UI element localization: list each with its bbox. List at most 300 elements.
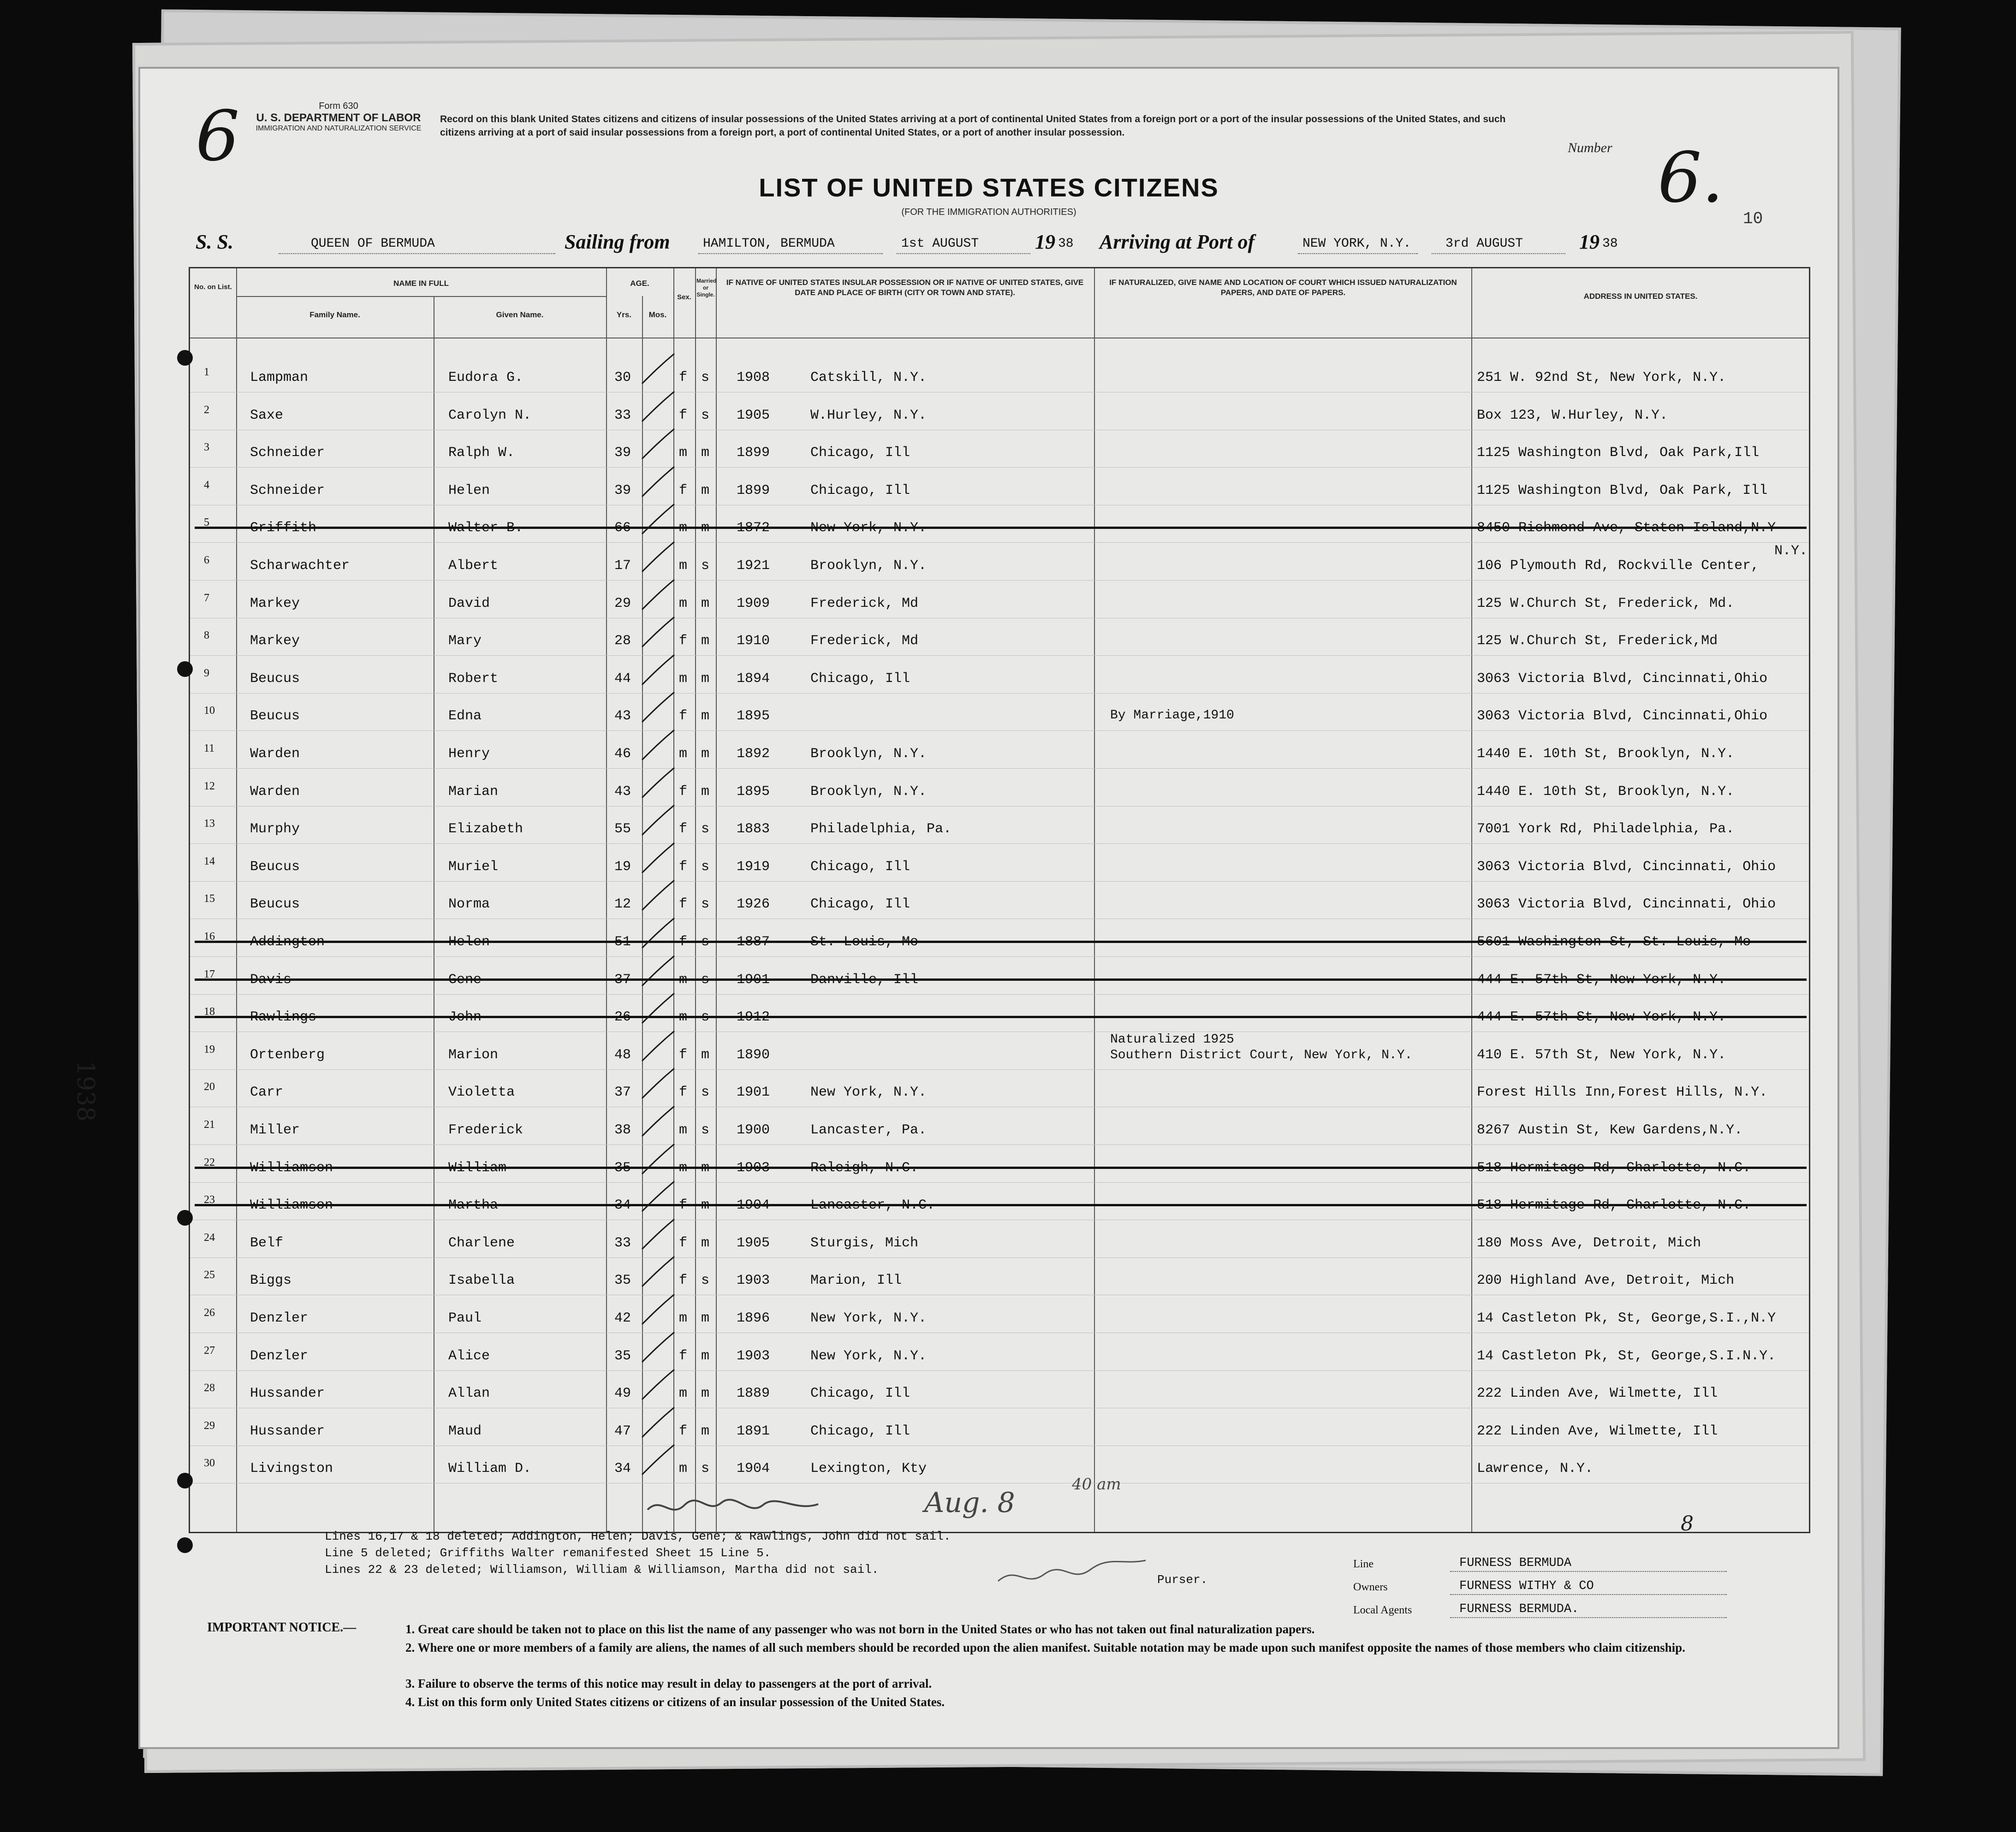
row-rule <box>190 467 1809 468</box>
row-number: 5 <box>204 516 209 529</box>
row-number: 10 <box>204 705 215 717</box>
family-name: Hussander <box>250 1386 325 1402</box>
age-years: 37 <box>614 1085 631 1101</box>
inspector-signature <box>643 1491 837 1524</box>
birth-place: St. Louis, Mo <box>810 934 919 950</box>
birth-year: 1896 <box>737 1310 770 1326</box>
check-mark <box>637 916 679 953</box>
family-name: Schneider <box>250 445 325 461</box>
birth-place: New York, N.Y. <box>810 1085 927 1101</box>
page-subtitle: (FOR THE IMMIGRATION AUTHORITIES) <box>901 207 1076 217</box>
age-years: 34 <box>614 1461 631 1477</box>
row-number: 1 <box>204 366 209 378</box>
table-row <box>190 694 1809 732</box>
arriving-label: Arriving at Port of <box>1100 231 1255 253</box>
sex: m <box>679 1386 688 1402</box>
family-name: Carr <box>250 1085 284 1101</box>
table-row <box>190 1071 1809 1108</box>
row-number: 11 <box>204 742 215 754</box>
family-name: Williamson <box>250 1198 333 1214</box>
birth-year: 1903 <box>737 1273 770 1289</box>
table-row <box>190 1410 1809 1447</box>
notice-item: 1. Great care should be taken not to place on this list the name of any passenger who was not born in the United States or who has not taken out final naturalization papers. <box>405 1622 1315 1636</box>
table-row <box>190 1447 1809 1484</box>
marital-status: m <box>701 1235 710 1251</box>
marital-status: m <box>701 1386 710 1402</box>
given-name: Martha <box>448 1198 499 1214</box>
birth-year: 1909 <box>737 595 770 611</box>
us-address: 200 Highland Ave, Detroit, Mich <box>1477 1273 1735 1289</box>
passenger-table <box>189 267 1810 1533</box>
birth-place: Chicago, Ill <box>810 859 910 875</box>
check-mark <box>637 1292 679 1329</box>
header-subrule <box>236 296 606 297</box>
given-name: Frederick <box>448 1122 523 1138</box>
table-row <box>190 394 1809 431</box>
marital-status: m <box>701 633 710 649</box>
check-mark <box>637 878 679 915</box>
arrival-year: 38 <box>1602 237 1618 251</box>
marital-status: m <box>701 670 710 687</box>
owners-label: Owners <box>1353 1581 1388 1593</box>
family-name: Scharwachter <box>250 558 350 574</box>
header-address: ADDRESS IN UNITED STATES. <box>1583 292 1698 301</box>
age-years: 12 <box>614 896 631 913</box>
row-rule <box>190 843 1809 844</box>
check-mark <box>637 1104 679 1141</box>
age-years: 66 <box>614 520 631 536</box>
row-number: 13 <box>204 818 215 830</box>
row-rule <box>190 542 1809 543</box>
us-address: 5601 Washington St, St. Louis, Mo <box>1477 934 1751 950</box>
row-number: 26 <box>204 1307 215 1319</box>
birth-place: Philadelphia, Pa. <box>810 821 952 837</box>
table-row <box>190 883 1809 920</box>
arrival-year-prefix: 19 <box>1579 231 1600 253</box>
address-continuation: N.Y. <box>1774 543 1808 559</box>
table-row <box>190 1109 1809 1146</box>
header-name-in-full: NAME IN FULL <box>393 279 449 288</box>
deletion-strike-line <box>195 527 1807 529</box>
header-age: AGE. <box>630 279 649 288</box>
line-underline <box>1450 1571 1727 1572</box>
row-number: 22 <box>204 1156 215 1168</box>
line-value: FURNESS BERMUDA <box>1459 1556 1572 1570</box>
sex: m <box>679 1122 688 1138</box>
table-row <box>190 657 1809 694</box>
check-mark <box>637 954 679 990</box>
footer-owners <box>1353 1577 1768 1598</box>
department-name: U. S. DEPARTMENT OF LABOR <box>256 112 421 124</box>
sex: m <box>679 1160 688 1176</box>
form-identification <box>219 101 458 133</box>
table-row <box>190 1146 1809 1184</box>
note-line: Lines 16,17 & 18 deleted; Addington, Helen; Davis, Gene; & Rawlings, John did not sail. <box>325 1530 951 1543</box>
age-years: 38 <box>614 1122 631 1138</box>
sex: f <box>679 633 688 649</box>
given-name: John <box>448 1009 482 1026</box>
row-number: 17 <box>204 968 215 980</box>
given-name: Alice <box>448 1348 490 1364</box>
date-underline <box>897 253 1030 254</box>
birth-place: Chicago, Ill <box>810 445 910 461</box>
age-years: 43 <box>614 708 631 724</box>
birth-place: Chicago, Ill <box>810 670 910 687</box>
table-row <box>190 920 1809 958</box>
inspector-signature-scrawl <box>643 1491 837 1524</box>
check-mark <box>637 690 679 727</box>
manifest-sheet <box>138 67 1839 1749</box>
row-number: 21 <box>204 1119 215 1131</box>
marital-status: s <box>701 1273 710 1289</box>
sex: f <box>679 896 688 913</box>
row-number: 8 <box>204 629 209 642</box>
age-years: 30 <box>614 370 631 385</box>
birth-place: Frederick, Md <box>810 633 919 649</box>
given-name: Carolyn N. <box>448 407 532 423</box>
number-label: Number <box>1568 140 1612 155</box>
sailing-label: Sailing from <box>565 231 670 253</box>
given-name: William <box>448 1160 507 1176</box>
given-name: Eudora G. <box>448 370 523 385</box>
bottom-handwritten-number: 8 <box>1681 1512 1694 1536</box>
family-name: Griffith <box>250 520 317 536</box>
port-underline <box>698 253 883 254</box>
table-row <box>190 582 1809 619</box>
row-number: 16 <box>204 931 215 943</box>
birth-year: 1895 <box>737 708 770 724</box>
birth-year: 1899 <box>737 445 770 461</box>
us-address: 3063 Victoria Blvd, Cincinnati,Ohio <box>1477 670 1768 687</box>
us-address: 8267 Austin St, Kew Gardens,N.Y. <box>1477 1122 1743 1138</box>
marital-status: m <box>701 520 710 536</box>
family-name: Lampman <box>250 370 309 385</box>
us-address: 251 W. 92nd St, New York, N.Y. <box>1477 370 1726 385</box>
header-birth: IF NATIVE OF UNITED STATES INSULAR POSSESSION OR IF NATIVE OF UNITED STATES, GIVE DATE AND PLACE OF BIRTH (CITY OR TOWN AND STATE). <box>726 278 1084 297</box>
given-name: Helen <box>448 482 490 498</box>
family-name: Belf <box>250 1235 284 1251</box>
birth-year: 1901 <box>737 972 770 988</box>
family-name: Markey <box>250 633 300 649</box>
sex: f <box>679 708 688 724</box>
page-corner-number: 10 <box>1743 209 1763 228</box>
age-years: 44 <box>614 670 631 687</box>
family-name: Murphy <box>250 821 300 837</box>
row-number: 7 <box>204 592 209 604</box>
family-name: Denzler <box>250 1348 309 1364</box>
birth-place: New York, N.Y. <box>810 1310 927 1326</box>
sex: f <box>679 407 688 423</box>
birth-year: 1904 <box>737 1461 770 1477</box>
family-name: Schneider <box>250 482 325 498</box>
sex: f <box>679 370 688 385</box>
punch-hole <box>177 1537 193 1553</box>
notice-item: 3. Failure to observe the terms of this notice may result in delay to passengers at the port of arrival. <box>405 1677 932 1690</box>
sex: f <box>679 1273 688 1289</box>
row-rule <box>190 1182 1809 1183</box>
ship-name: QUEEN OF BERMUDA <box>311 237 435 251</box>
given-name: Henry <box>448 746 490 762</box>
marital-status: s <box>701 934 710 950</box>
check-mark <box>637 841 679 877</box>
check-mark <box>637 464 679 501</box>
check-mark <box>637 1066 679 1103</box>
naturalization-info: Naturalized 1925 <box>1110 1032 1234 1047</box>
marital-status: m <box>701 708 710 724</box>
marital-status: m <box>701 1198 710 1214</box>
us-address: 518 Hermitage Rd, Charlotte, N.C. <box>1477 1160 1751 1176</box>
form-number: Form 630 <box>319 101 358 111</box>
deletion-strike-line <box>195 1016 1807 1018</box>
ship-underline <box>279 253 555 254</box>
row-number: 6 <box>204 554 209 566</box>
purser-signature-scrawl <box>993 1556 1160 1593</box>
table-row <box>190 732 1809 770</box>
row-number: 28 <box>204 1382 215 1394</box>
birth-place: Marion, Ill <box>810 1273 902 1289</box>
birth-place: Brooklyn, N.Y. <box>810 558 927 574</box>
us-address: 8450 Richmond Ave, Staten Island,N.Y <box>1477 520 1776 536</box>
us-address: 125 W.Church St, Frederick, Md. <box>1477 595 1735 611</box>
row-rule <box>190 1069 1809 1070</box>
marital-status: m <box>701 783 710 800</box>
row-number: 19 <box>204 1043 215 1055</box>
table-row <box>190 1259 1809 1296</box>
marital-status: m <box>701 595 710 611</box>
age-years: 26 <box>614 1009 631 1026</box>
birth-year: 1895 <box>737 783 770 800</box>
notice-item: 4. List on this form only United States citizens or citizens of an insular possession of the United States. <box>405 1695 945 1709</box>
given-name: Marian <box>448 783 499 800</box>
age-years: 46 <box>614 746 631 762</box>
note-line: Lines 22 & 23 deleted; Williamson, William & Williamson, Martha did not sail. <box>325 1563 879 1577</box>
header-married-single: Married or Single. <box>696 278 717 298</box>
marital-status: m <box>701 746 710 762</box>
family-name: Hussander <box>250 1423 325 1439</box>
birth-place: New York, N.Y. <box>810 520 927 536</box>
birth-place: Frederick, Md <box>810 595 919 611</box>
purser-label: Purser. <box>1157 1573 1208 1587</box>
us-address: 444 E. 57th St, New York, N.Y. <box>1477 972 1726 988</box>
birth-year: 1872 <box>737 520 770 536</box>
table-row <box>190 1297 1809 1334</box>
deletion-strike-line <box>195 1204 1807 1206</box>
given-name: David <box>448 595 490 611</box>
family-name: Ortenberg <box>250 1047 325 1063</box>
us-address: 518 Hermitage Rd, Charlotte, N.C. <box>1477 1198 1751 1214</box>
us-address: 1440 E. 10th St, Brooklyn, N.Y. <box>1477 783 1735 800</box>
given-name: William D. <box>448 1461 532 1477</box>
given-name: Albert <box>448 558 499 574</box>
check-mark <box>637 1405 679 1442</box>
us-address: 222 Linden Ave, Wilmette, Ill <box>1477 1386 1718 1402</box>
check-mark <box>637 1029 679 1066</box>
us-address: 180 Moss Ave, Detroit, Mich <box>1477 1235 1701 1251</box>
table-row <box>190 770 1809 807</box>
left-page-mark: 6 <box>196 96 240 177</box>
table-row <box>190 1033 1809 1071</box>
age-years: 35 <box>614 1348 631 1364</box>
family-name: Beucus <box>250 896 300 913</box>
punch-hole <box>177 661 193 677</box>
age-years: 33 <box>614 1235 631 1251</box>
table-row <box>190 807 1809 845</box>
year-prefix: 19 <box>1035 231 1055 253</box>
age-years: 42 <box>614 1310 631 1326</box>
service-name: IMMIGRATION AND NATURALIZATION SERVICE <box>256 124 422 132</box>
given-name: Walter B. <box>448 520 523 536</box>
age-years: 35 <box>614 1273 631 1289</box>
check-mark <box>637 652 679 689</box>
family-name: Beucus <box>250 708 300 724</box>
row-number: 29 <box>204 1419 215 1432</box>
row-number: 12 <box>204 780 215 792</box>
row-number: 23 <box>204 1194 215 1206</box>
marital-status: m <box>701 1160 710 1176</box>
birth-year: 1891 <box>737 1423 770 1439</box>
us-address: 222 Linden Ave, Wilmette, Ill <box>1477 1423 1718 1439</box>
birth-year: 1887 <box>737 934 770 950</box>
row-number: 20 <box>204 1081 215 1093</box>
given-name: Gene <box>448 972 482 988</box>
family-name: Addington <box>250 934 325 950</box>
family-name: Miller <box>250 1122 300 1138</box>
us-address: 1125 Washington Blvd, Oak Park, Ill <box>1477 482 1768 498</box>
agents-label: Local Agents <box>1353 1604 1412 1616</box>
birth-place: New York, N.Y. <box>810 1348 927 1364</box>
given-name: Isabella <box>448 1273 515 1289</box>
birth-place: Brooklyn, N.Y. <box>810 783 927 800</box>
check-mark <box>637 502 679 539</box>
marital-status: m <box>701 1423 710 1439</box>
age-years: 17 <box>614 558 631 574</box>
page-title: LIST OF UNITED STATES CITIZENS <box>759 173 1219 202</box>
marital-status: s <box>701 1122 710 1138</box>
age-years: 49 <box>614 1386 631 1402</box>
age-years: 39 <box>614 482 631 498</box>
notice-item: 2. Where one or more members of a family are aliens, the names of all such members should be recorded upon the alien manifest. Suitable notation may be made upon such manifest opposite the names of those members who claim citizenship. <box>405 1641 1685 1654</box>
punch-hole <box>177 1210 193 1226</box>
sex: f <box>679 482 688 498</box>
birth-year: 1894 <box>737 670 770 687</box>
row-number: 15 <box>204 893 215 905</box>
notice-heading: IMPORTANT NOTICE.— <box>207 1620 357 1635</box>
form-instructions: Record on this blank United States citizens and citizens of insular possessions of the United States arriving at a port of continental United States from a foreign port or a port of the insular possessions of the United States, and such citizens arriving at a port of said insular possessions from a foreign port, a port of continental United States, or a port of another insular possession. <box>440 114 1506 138</box>
punch-hole <box>177 1473 193 1488</box>
row-rule <box>190 1257 1809 1258</box>
birth-year: 1926 <box>737 896 770 913</box>
arrival-date: 3rd AUGUST <box>1445 237 1523 251</box>
departure-date: 1st AUGUST <box>901 237 979 251</box>
birth-year: 1908 <box>737 370 770 385</box>
table-row <box>190 469 1809 506</box>
row-rule <box>190 956 1809 957</box>
table-row <box>190 356 1809 393</box>
family-name: Warden <box>250 783 300 800</box>
naturalization-info: By Marriage,1910 <box>1110 708 1234 723</box>
birth-year: 1903 <box>737 1348 770 1364</box>
voyage-line <box>196 230 1787 258</box>
given-name: Marion <box>448 1047 499 1063</box>
birth-year: 1905 <box>737 1235 770 1251</box>
birth-year: 1905 <box>737 407 770 423</box>
age-years: 37 <box>614 972 631 988</box>
row-number: 14 <box>204 855 215 867</box>
check-mark <box>637 615 679 652</box>
sex: m <box>679 1009 688 1026</box>
sex: m <box>679 972 688 988</box>
marital-status: s <box>701 407 710 423</box>
birth-year: 1900 <box>737 1122 770 1138</box>
birth-place: Lancaster, Pa. <box>810 1122 927 1138</box>
birth-year: 1892 <box>737 746 770 762</box>
sex: m <box>679 670 688 687</box>
marital-status: s <box>701 1009 710 1026</box>
family-name: Markey <box>250 595 300 611</box>
birth-place: Chicago, Ill <box>810 482 910 498</box>
given-name: Edna <box>448 708 482 724</box>
check-mark <box>637 389 679 426</box>
sex: f <box>679 1198 688 1214</box>
us-address: 125 W.Church St, Frederick,Md <box>1477 633 1718 649</box>
row-number: 25 <box>204 1269 215 1281</box>
age-years: 48 <box>614 1047 631 1063</box>
table-row <box>190 996 1809 1033</box>
arrival-port: NEW YORK, N.Y. <box>1302 237 1411 251</box>
given-name: Muriel <box>448 859 499 875</box>
agents-underline <box>1450 1617 1727 1618</box>
given-name: Violetta <box>448 1085 515 1101</box>
deletion-strike-line <box>195 1167 1807 1169</box>
birth-place: Lancaster, N.C. <box>810 1198 935 1214</box>
us-address: Forest Hills Inn,Forest Hills, N.Y. <box>1477 1085 1768 1101</box>
naturalization-info: Southern District Court, New York, N.Y. <box>1110 1048 1413 1062</box>
family-name: Rawlings <box>250 1009 317 1026</box>
us-address: 1440 E. 10th St, Brooklyn, N.Y. <box>1477 746 1735 762</box>
given-name: Charlene <box>448 1235 515 1251</box>
birth-place: Chicago, Ill <box>810 1423 910 1439</box>
given-name: Helen <box>448 934 490 950</box>
family-name: Warden <box>250 746 300 762</box>
header-no-on-list: No. on List. <box>194 283 232 291</box>
row-rule <box>190 1144 1809 1145</box>
sex: f <box>679 859 688 875</box>
header-family-name: Family Name. <box>309 310 360 319</box>
birth-place: Catskill, N.Y. <box>810 370 927 385</box>
owners-value: FURNESS WITHY & CO <box>1459 1579 1594 1593</box>
birth-year: 1903 <box>737 1160 770 1176</box>
check-mark <box>637 1330 679 1367</box>
given-name: Paul <box>448 1310 482 1326</box>
header-given-name: Given Name. <box>496 310 544 319</box>
given-name: Norma <box>448 896 490 913</box>
check-mark <box>637 577 679 614</box>
deletion-strike-line <box>195 978 1807 981</box>
sheet-number: 6. <box>1658 138 1724 218</box>
footer-agents <box>1353 1601 1768 1621</box>
birth-year: 1890 <box>737 1047 770 1063</box>
us-address: 444 E. 57th St, New York, N.Y. <box>1477 1009 1726 1026</box>
us-address: Lawrence, N.Y. <box>1477 1461 1594 1477</box>
us-address: 3063 Victoria Blvd, Cincinnati, Ohio <box>1477 859 1776 875</box>
inspector-time: 40 am <box>1072 1475 1121 1494</box>
birth-place: Lexington, Kty <box>810 1461 927 1477</box>
birth-year: 1910 <box>737 633 770 649</box>
family-name: Biggs <box>250 1273 292 1289</box>
check-mark <box>637 765 679 802</box>
header-mos: Mos. <box>648 310 667 319</box>
inspector-date: Aug. 8 <box>924 1487 1015 1519</box>
